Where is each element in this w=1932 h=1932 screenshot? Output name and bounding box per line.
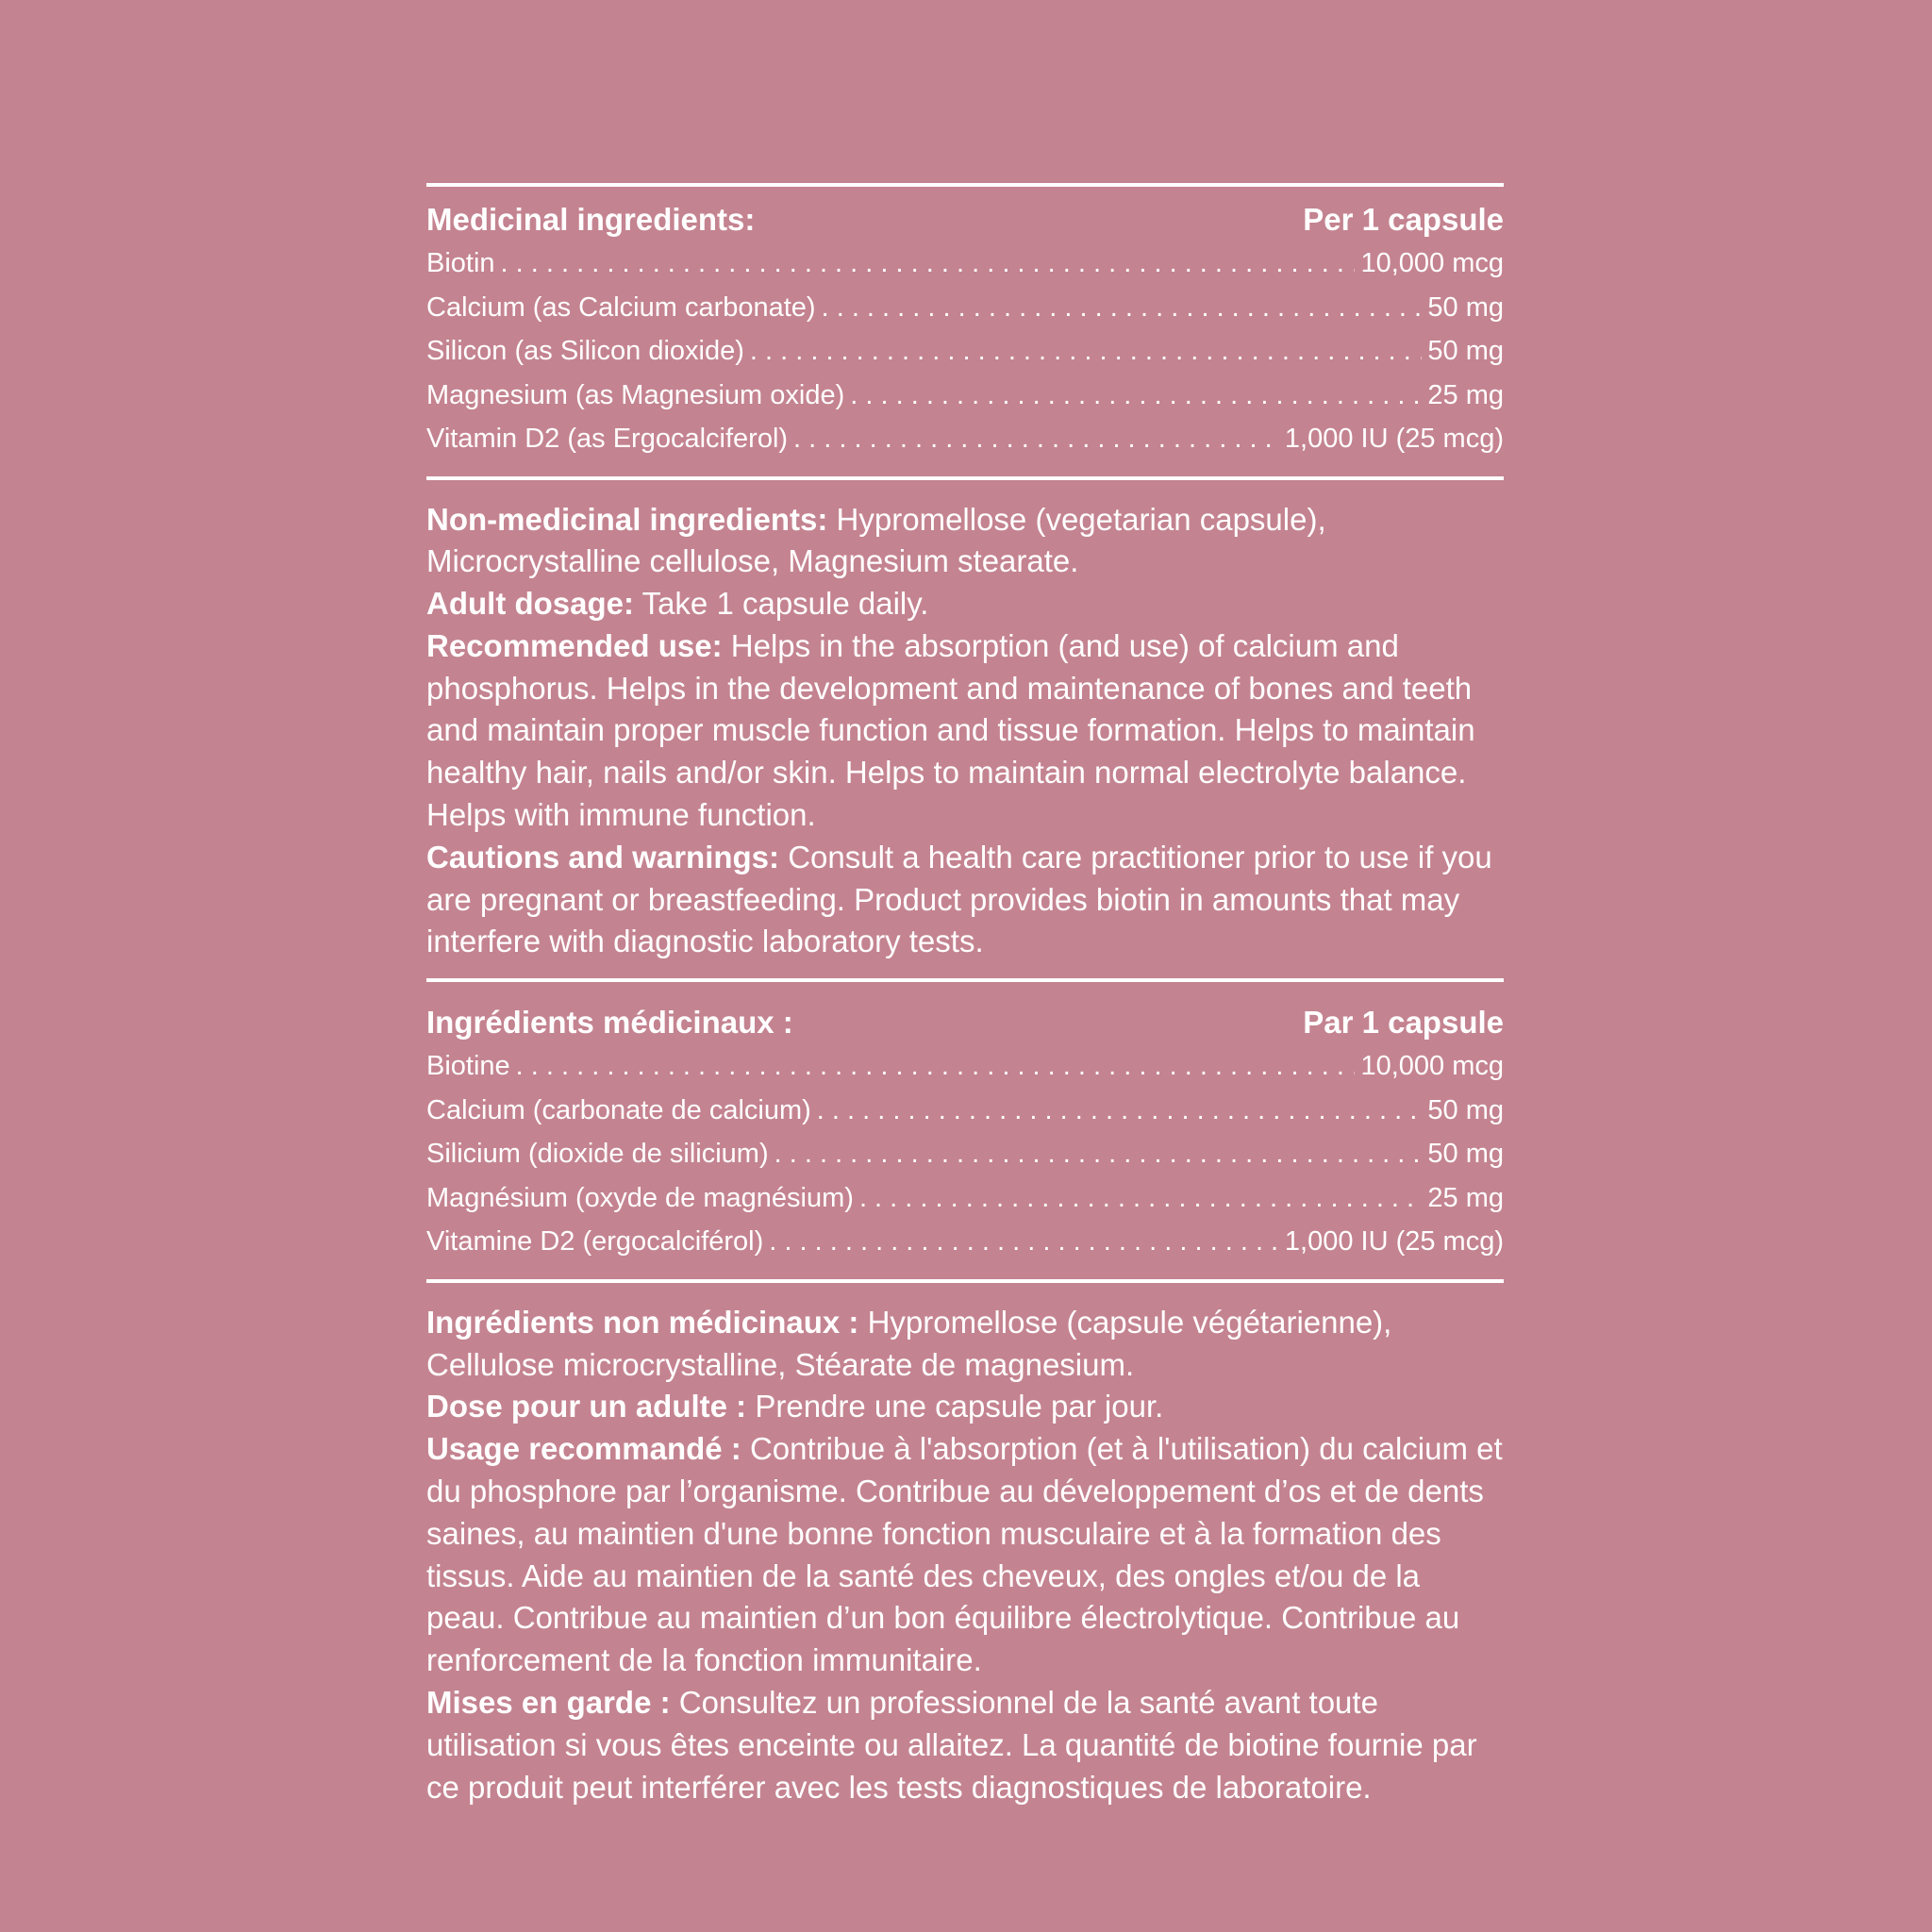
ingredient-row: [426, 1176, 1504, 1221]
ingredient-name: Silicon (as Silicon dioxide): [426, 336, 744, 366]
dot-leader: [793, 417, 1279, 461]
ingredient-row: [426, 1044, 1504, 1089]
ingredients-non-medicinaux-text: Hypromellose (capsule végétarienne), Cellulose microcrystalline, Stéarate de magnesium.: [426, 1304, 1392, 1382]
recommended-use: [426, 625, 1504, 837]
ingredient-amount: 25 mg: [1427, 379, 1504, 410]
usage-recommande-text: Contribue à l'absorption (et à l'utilisation) du calcium et du phosphore par l’organisme. Contribue au développement d’os et de dents saines, au maintien d'une bonne fonction musculaire et à la formation des tissus. Aide au maintien de la santé des cheveux, des ongles et/ou de la peau. Contribue au maintien d’un bon équilibre électrolytique. Contribue au renforcement de la fonction immunitaire.: [426, 1431, 1503, 1678]
table-header-fr: [426, 1001, 1504, 1044]
mises-en-garde-text: Consultez un professionnel de la santé avant toute utilisation si vous êtes enceinte ou allaitez. La quantité de biotine fournie par ce produit peut interférer avec les tests diagnostiques de laboratoire.: [426, 1684, 1477, 1805]
ingredient-name: Biotin: [426, 248, 495, 278]
dot-leader: [516, 1044, 1356, 1089]
dot-leader: [817, 1089, 1423, 1133]
ingredient-name: Biotine: [426, 1051, 510, 1082]
ingredient-row: [426, 1132, 1504, 1176]
ingredient-amount: 50 mg: [1427, 336, 1504, 366]
par-capsule-heading: Par 1 capsule: [1303, 1005, 1504, 1041]
ingredient-row: [426, 329, 1504, 374]
non-medicinal-ingredients: [426, 499, 1504, 584]
ingredient-amount: 50 mg: [1427, 1094, 1504, 1125]
ingredient-name: Vitamin D2 (as Ergocalciferol): [426, 424, 789, 454]
table-header-en: [426, 198, 1504, 242]
dot-leader: [769, 1220, 1279, 1264]
cautions-label: Cautions and warnings:: [426, 839, 780, 874]
dot-leader: [859, 1176, 1422, 1221]
ingredient-row: [426, 286, 1504, 330]
recommended-use-label: Recommended use:: [426, 627, 723, 663]
ingredient-row: [426, 374, 1504, 418]
ingredient-name: Magnesium (as Magnesium oxide): [426, 379, 845, 410]
usage-recommande-label: Usage recommandé :: [426, 1431, 741, 1467]
ingredient-row: [426, 242, 1504, 286]
adult-dosage-label: Adult dosage:: [426, 586, 634, 622]
dot-leader: [850, 374, 1422, 418]
info-block-en: [426, 499, 1504, 964]
cautions-warnings: [426, 837, 1504, 963]
ingredient-row: [426, 1089, 1504, 1133]
ingredient-list-en: [426, 242, 1504, 461]
dose-adulte-text: Prendre une capsule par jour.: [755, 1389, 1164, 1424]
divider-rule: [426, 1279, 1504, 1283]
divider-rule: [426, 183, 1504, 187]
non-medicinal-label: Non-medicinal ingredients:: [426, 501, 828, 537]
dot-leader: [501, 242, 1356, 286]
ingredient-amount: 25 mg: [1427, 1182, 1504, 1213]
ingredient-name: Silicium (dioxide de silicium): [426, 1139, 769, 1170]
dot-leader: [774, 1132, 1423, 1176]
divider-rule: [426, 978, 1504, 982]
ingredient-amount: 10,000 mcg: [1360, 248, 1504, 278]
dose-adulte: [426, 1386, 1504, 1428]
ingredients-non-medicinaux: [426, 1302, 1504, 1387]
ingredient-amount: 1,000 IU (25 mcg): [1284, 1226, 1504, 1257]
dot-leader: [822, 286, 1423, 330]
cautions-text: Consult a health care practitioner prior to use if you are pregnant or breastfeeding. Product provides biotin in amounts that may interfere with diagnostic laboratory tests.: [426, 839, 1492, 959]
ingredient-amount: 1,000 IU (25 mcg): [1284, 424, 1504, 454]
dot-leader: [750, 329, 1423, 374]
ingredient-amount: 10,000 mcg: [1360, 1051, 1504, 1082]
medicinal-ingredients-heading: Medicinal ingredients:: [426, 202, 756, 237]
mises-en-garde-label: Mises en garde :: [426, 1684, 671, 1720]
adult-dosage-text: Take 1 capsule daily.: [641, 586, 929, 622]
ingredient-list-fr: [426, 1044, 1504, 1264]
ingredient-name: Calcium (carbonate de calcium): [426, 1094, 811, 1125]
mises-en-garde: [426, 1682, 1504, 1808]
ingredient-amount: 50 mg: [1427, 1139, 1504, 1170]
ingredients-medicinaux-heading: Ingrédients médicinaux :: [426, 1005, 793, 1041]
per-capsule-heading: Per 1 capsule: [1303, 202, 1504, 237]
ingredient-name: Vitamine D2 (ergocalciférol): [426, 1226, 764, 1257]
ingredient-row: [426, 1220, 1504, 1264]
ingredients-non-medicinaux-label: Ingrédients non médicinaux :: [426, 1304, 859, 1340]
ingredient-name: Calcium (as Calcium carbonate): [426, 291, 816, 323]
adult-dosage: [426, 583, 1504, 625]
ingredient-amount: 50 mg: [1427, 291, 1504, 323]
ingredient-row: [426, 417, 1504, 461]
label-panel: [426, 183, 1504, 1808]
info-block-fr: [426, 1302, 1504, 1809]
usage-recommande: [426, 1428, 1504, 1682]
ingredient-name: Magnésium (oxyde de magnésium): [426, 1182, 854, 1213]
recommended-use-text: Helps in the absorption (and use) of calcium and phosphorus. Helps in the development and maintenance of bones and teeth and maintain proper muscle function and tissue formation. Helps to maintain healthy hair, nails and/or skin. Helps to maintain normal electrolyte balance. Helps with immune function.: [426, 627, 1475, 833]
non-medicinal-text: Hypromellose (vegetarian capsule), Microcrystalline cellulose, Magnesium stearate.: [426, 501, 1326, 579]
dose-adulte-label: Dose pour un adulte :: [426, 1389, 747, 1424]
divider-rule: [426, 476, 1504, 480]
